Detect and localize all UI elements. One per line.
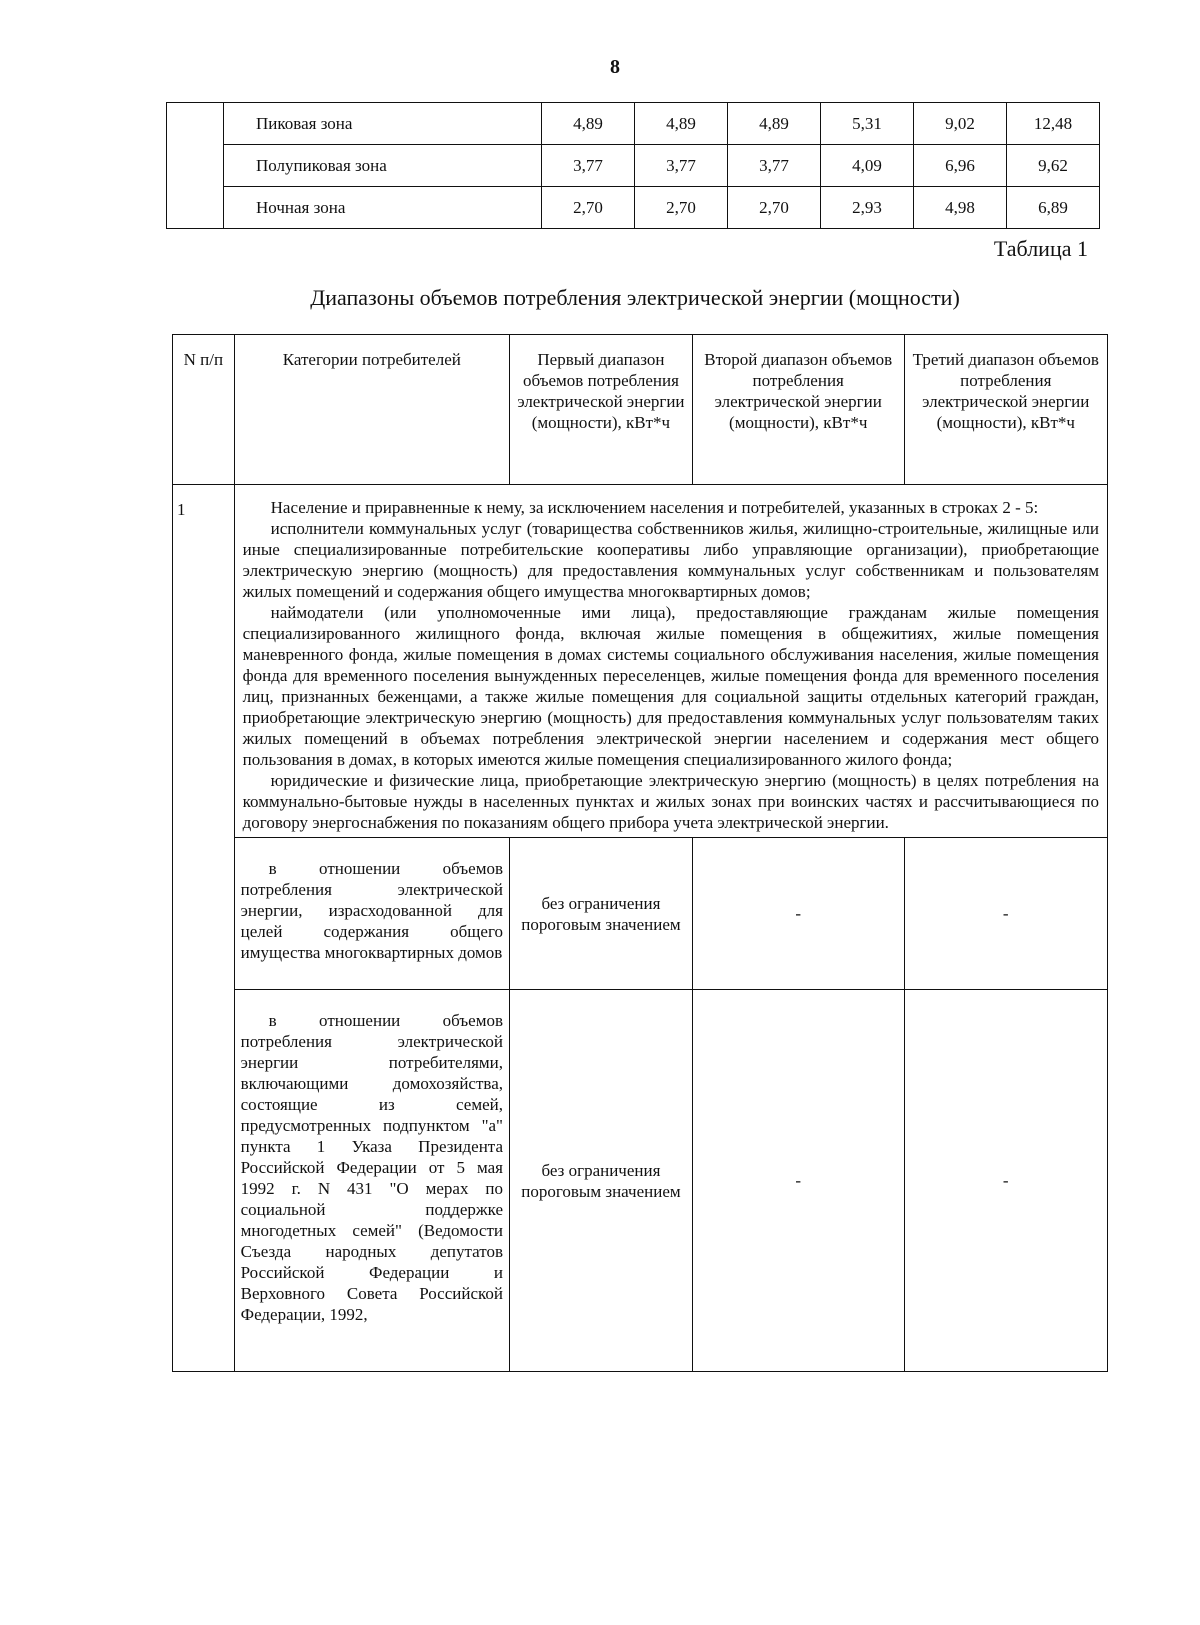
tariff-value: 5,31: [821, 103, 914, 145]
tariff-value: 2,93: [821, 187, 914, 229]
header-first-range: Первый диапазон объемов потребления электрической энергии (мощности), кВт*ч: [510, 335, 693, 485]
table-row: [167, 145, 1100, 187]
tariff-value: 9,02: [914, 103, 1007, 145]
tariff-value: 3,77: [728, 145, 821, 187]
third-range-value: -: [904, 990, 1107, 1372]
table-row: [167, 187, 1100, 229]
tariff-value: 4,09: [821, 145, 914, 187]
category-paragraph: Население и приравненные к нему, за исключением населения и потребителей, указанных в строках 2 - 5:: [270, 498, 1039, 517]
subcategory-paragraph: в отношении объемов потребления электрической энергии, израсходованной для целей содержания общего имущества многоквартирных домов: [240, 859, 503, 962]
tariff-value: 3,77: [542, 145, 635, 187]
header-third-range: Третий диапазон объемов потребления электрической энергии (мощности), кВт*ч: [904, 335, 1107, 485]
category-paragraph: юридические и физические лица, приобретающие электрическую энергию (мощность) в целях потребления на коммунально-бытовые нужды в населенных пунктах и жилых зонах при воинских частях и рассчитывающиеся по договору энергоснабжения по показаниям общего прибора учета электрической энергии.: [242, 771, 1099, 832]
tariff-value: 2,70: [635, 187, 728, 229]
header-second-range: Второй диапазон объемов потребления электрической энергии (мощности), кВт*ч: [692, 335, 904, 485]
tariff-table: [166, 102, 1100, 229]
table-row: [173, 485, 1108, 838]
tariff-value: 4,89: [542, 103, 635, 145]
second-range-value: -: [692, 838, 904, 990]
blank-cell: [167, 103, 224, 229]
tariff-value: 2,70: [728, 187, 821, 229]
tariff-value: 6,96: [914, 145, 1007, 187]
tariff-value: 12,48: [1007, 103, 1100, 145]
header-category: Категории потребителей: [234, 335, 509, 485]
tariff-value: 9,62: [1007, 145, 1100, 187]
tariff-value: 6,89: [1007, 187, 1100, 229]
table-caption: Таблица 1: [993, 236, 1088, 261]
tariff-value: 4,89: [728, 103, 821, 145]
ranges-table: [172, 334, 1108, 1372]
subcategory-text: [234, 838, 509, 990]
first-range-value: без ограничения пороговым значением: [510, 990, 693, 1372]
subcategory-paragraph: в отношении объемов потребления электрической энергии потребителями, включающими домохозяйства, состоящие из семей, предусмотренных подпунктом "а" пункта 1 Указа Президента Российской Федерации от 5 мая 1992 г. N 431 "О мерах по социальной поддержке многодетных семей" (Ведомости Съезда народных депутатов Российской Федерации и Верховного Совета Российской Федерации, 1992,: [240, 1011, 503, 1324]
document-title: Диапазоны объемов потребления электрической энергии (мощности): [310, 285, 960, 310]
zone-label: Ночная зона: [224, 187, 542, 229]
tariff-value: 4,98: [914, 187, 1007, 229]
first-range-value: без ограничения пороговым значением: [510, 838, 693, 990]
table-row: [173, 990, 1108, 1372]
category-paragraph: исполнители коммунальных услуг (товарищества собственников жилья, жилищно-строительные, жилищные или иные специализированные потребительские кооперативы либо управляющие организации), приобретающие электрическую энергию (мощность) для предоставления коммунальных услуг собственникам и пользователям жилых помещений и содержания общего имущества многоквартирных домов;: [242, 519, 1099, 601]
category-description: [234, 485, 1107, 838]
table-row: [173, 838, 1108, 990]
second-range-value: -: [692, 990, 904, 1372]
tariff-value: 4,89: [635, 103, 728, 145]
category-paragraph: наймодатели (или уполномоченные ими лица), предоставляющие гражданам жилые помещения специализированного жилищного фонда, включая жилые помещения в общежитиях, жилые помещения маневренного фонда, жилые помещения в домах системы социального обслуживания населения, жилые помещения фонда для временного поселения вынужденных переселенцев, жилые помещения фонда для временного поселения лиц, признанных беженцами, а также жилые помещения для социальной защиты отдельных категорий граждан, приобретающие электрическую энергию (мощность) для предоставления коммунальных услуг пользователям таких жилых помещений в объемах потребления электрической энергии населением и содержания мест общего пользования в домах, в которых имеются жилые помещения специализированного жилого фонда;: [242, 603, 1099, 769]
header-row: [173, 335, 1108, 485]
subcategory-text: [234, 990, 509, 1372]
third-range-value: -: [904, 838, 1107, 990]
zone-label: Пиковая зона: [224, 103, 542, 145]
table-row: [167, 103, 1100, 145]
zone-label: Полупиковая зона: [224, 145, 542, 187]
row-number: 1: [173, 485, 235, 1372]
header-num: N п/п: [173, 335, 235, 485]
tariff-value: 2,70: [542, 187, 635, 229]
tariff-value: 3,77: [635, 145, 728, 187]
page-number: 8: [610, 56, 620, 78]
